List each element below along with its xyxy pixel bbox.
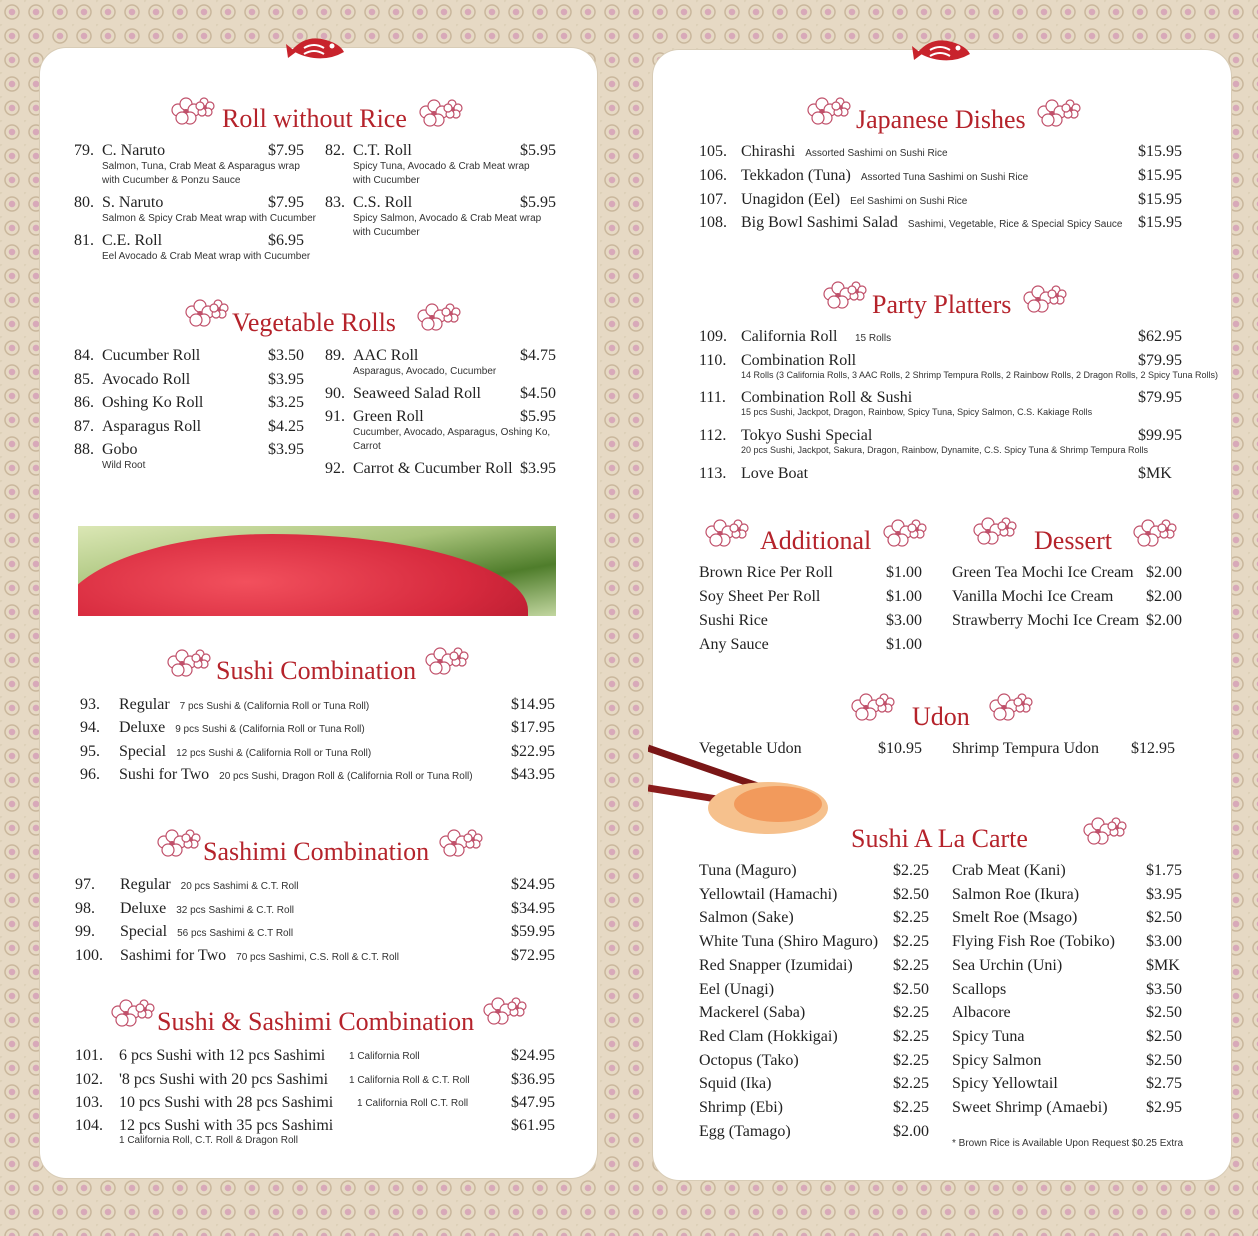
item-name: Green Roll bbox=[353, 408, 424, 425]
item-number: 92. bbox=[325, 460, 345, 477]
item-name: Sushi for Two bbox=[119, 766, 210, 783]
item-price: $2.50 bbox=[893, 980, 929, 998]
item-price: $5.95 bbox=[520, 408, 556, 425]
menu-item bbox=[80, 696, 369, 716]
item-name: Chirashi bbox=[741, 143, 796, 160]
item-number: 107. bbox=[699, 191, 727, 208]
item-price: $72.95 bbox=[511, 947, 555, 964]
item-description: Cucumber, Avocado, Asparagus, Oshing Ko, bbox=[353, 427, 551, 438]
item-number: 79. bbox=[74, 142, 94, 159]
item-name: Spicy Salmon bbox=[952, 1051, 1042, 1069]
item-name: Spicy Yellowtail bbox=[952, 1075, 1058, 1093]
item-description: Salmon, Tuna, Crab Meat & Asparagus wrap bbox=[102, 161, 300, 172]
item-price: $12.95 bbox=[1131, 740, 1175, 757]
item-price: $15.95 bbox=[1138, 143, 1182, 160]
item-price: $15.95 bbox=[1138, 214, 1182, 231]
section-title: Japanese Dishes bbox=[856, 105, 1026, 134]
item-price: $62.95 bbox=[1138, 328, 1182, 345]
section-title: Sushi Combination bbox=[216, 656, 417, 685]
footnote: * Brown Rice is Available Upon Request $0.25 Extra bbox=[952, 1138, 1184, 1149]
menu-item bbox=[75, 947, 399, 967]
flower-icon bbox=[1016, 278, 1072, 316]
item-number: 101. bbox=[75, 1047, 103, 1064]
item-number: 80. bbox=[74, 194, 94, 211]
item-name: Strawberry Mochi Ice Cream bbox=[952, 612, 1140, 629]
item-name: Albacore bbox=[952, 1004, 1011, 1022]
item-price: $59.95 bbox=[511, 923, 555, 940]
item-name: Spicy Tuna bbox=[952, 1027, 1025, 1045]
menu-item bbox=[80, 719, 365, 739]
menu-item bbox=[75, 876, 298, 896]
item-name: Sushi Rice bbox=[699, 612, 768, 629]
item-price: $1.00 bbox=[886, 564, 922, 581]
item-number: 88. bbox=[74, 441, 94, 458]
item-price: $79.95 bbox=[1138, 389, 1182, 406]
item-price: $2.25 bbox=[893, 1051, 929, 1069]
item-number: 99. bbox=[75, 923, 95, 940]
item-number: 94. bbox=[80, 719, 100, 736]
menu-item bbox=[75, 923, 293, 943]
item-name: Avocado Roll bbox=[102, 371, 191, 388]
item-name: 12 pcs Sushi with 35 pcs Sashimi bbox=[119, 1117, 334, 1134]
item-name: Crab Meat (Kani) bbox=[952, 862, 1066, 879]
item-number: 106. bbox=[699, 167, 727, 184]
item-name: Combination Roll bbox=[741, 352, 857, 369]
item-name: Yellowtail (Hamachi) bbox=[699, 885, 838, 903]
fish-icon bbox=[912, 32, 976, 66]
item-price: $3.50 bbox=[268, 347, 304, 364]
item-price: $2.50 bbox=[1146, 1004, 1182, 1022]
flower-icon bbox=[698, 512, 754, 550]
item-name: '8 pcs Sushi with 20 pcs Sashimi bbox=[119, 1071, 329, 1088]
flower-icon bbox=[816, 274, 872, 312]
section-title: Sashimi Combination bbox=[203, 837, 430, 866]
item-description: Spicy Tuna, Avocado & Crab Meat wrap bbox=[353, 161, 530, 172]
item-price: $2.25 bbox=[893, 933, 929, 951]
item-name: White Tuna (Shiro Maguro) bbox=[699, 933, 879, 951]
item-name: Vanilla Mochi Ice Cream bbox=[952, 588, 1114, 605]
item-name: Deluxe bbox=[119, 719, 166, 736]
menu-item bbox=[80, 766, 473, 786]
item-name: 6 pcs Sushi with 12 pcs Sashimi bbox=[119, 1047, 326, 1064]
item-description: 70 pcs Sashimi, C.S. Roll & C.T. Roll bbox=[236, 952, 399, 963]
item-price: $1.00 bbox=[886, 588, 922, 605]
item-number: 91. bbox=[325, 408, 345, 425]
item-price: $15.95 bbox=[1138, 191, 1182, 208]
item-name: Tokyo Sushi Special bbox=[741, 427, 873, 444]
item-name: Smelt Roe (Msago) bbox=[952, 909, 1078, 927]
item-description: Carrot bbox=[353, 441, 381, 452]
item-description: 1 California Roll, C.T. Roll & Dragon Roll bbox=[119, 1135, 298, 1146]
tuna-sushi-photo bbox=[78, 526, 556, 616]
item-name: C. Naruto bbox=[102, 142, 166, 159]
item-price: $24.95 bbox=[511, 1047, 555, 1064]
item-name: Oshing Ko Roll bbox=[102, 394, 204, 411]
flower-icon bbox=[178, 292, 234, 330]
item-name: C.S. Roll bbox=[353, 194, 413, 211]
item-description: 15 Rolls bbox=[855, 333, 892, 344]
section-title: Dessert bbox=[1034, 526, 1112, 555]
item-name: S. Naruto bbox=[102, 194, 164, 211]
item-name: Gobo bbox=[102, 441, 138, 458]
item-price: $3.95 bbox=[520, 460, 556, 477]
item-price: $7.95 bbox=[268, 194, 304, 211]
flower-icon bbox=[1076, 810, 1132, 848]
item-description: 9 pcs Sushi & (California Roll or Tuna Roll) bbox=[175, 724, 365, 735]
menu-item bbox=[699, 191, 967, 211]
item-name: Sweet Shrimp (Amaebi) bbox=[952, 1099, 1108, 1116]
item-name: Shrimp (Ebi) bbox=[699, 1099, 783, 1116]
item-name: Soy Sheet Per Roll bbox=[699, 588, 821, 605]
item-name: Special bbox=[119, 743, 167, 760]
item-name: Tuna (Maguro) bbox=[699, 862, 797, 879]
item-price: $43.95 bbox=[511, 766, 555, 783]
flower-icon bbox=[1126, 512, 1182, 550]
item-name: AAC Roll bbox=[353, 347, 419, 364]
item-name: Unagidon (Eel) bbox=[741, 191, 841, 208]
menu-item bbox=[699, 214, 1122, 234]
item-price: $2.25 bbox=[893, 1027, 929, 1045]
item-price: $34.95 bbox=[511, 900, 555, 917]
item-price: $MK bbox=[1138, 465, 1172, 482]
item-price: $4.50 bbox=[520, 385, 556, 402]
flower-icon bbox=[412, 92, 468, 130]
chopsticks-sushi-photo bbox=[648, 740, 878, 860]
item-name: Salmon (Sake) bbox=[699, 909, 794, 927]
item-price: $2.25 bbox=[893, 862, 929, 879]
item-price: $5.95 bbox=[520, 142, 556, 159]
item-price: $2.50 bbox=[1146, 1051, 1182, 1069]
item-price: $2.75 bbox=[1146, 1075, 1182, 1093]
item-price: $1.75 bbox=[1146, 862, 1182, 879]
item-description: 56 pcs Sashimi & C.T Roll bbox=[177, 928, 294, 939]
item-name: C.T. Roll bbox=[353, 142, 412, 159]
item-name: 10 pcs Sushi with 28 pcs Sashimi bbox=[119, 1094, 334, 1111]
item-price: $2.00 bbox=[1146, 612, 1182, 629]
item-price: $3.00 bbox=[1146, 933, 1182, 951]
item-name: Red Snapper (Izumidai) bbox=[699, 956, 853, 974]
item-price: $2.50 bbox=[1146, 1027, 1182, 1045]
item-description: 15 pcs Sushi, Jackpot, Dragon, Rainbow, Spicy Tuna, Spicy Salmon, C.S. Kakiage Rolls bbox=[741, 407, 1093, 417]
item-price: $2.25 bbox=[893, 1004, 929, 1022]
item-name: Regular bbox=[119, 696, 170, 713]
item-price: $MK bbox=[1146, 956, 1180, 974]
item-name: Sashimi for Two bbox=[120, 947, 227, 964]
item-name: Eel (Unagi) bbox=[699, 980, 775, 998]
menu-item bbox=[80, 743, 371, 763]
item-number: 82. bbox=[325, 142, 345, 159]
flower-icon bbox=[150, 822, 206, 860]
section-title: Party Platters bbox=[872, 290, 1012, 319]
item-name: Cucumber Roll bbox=[102, 347, 201, 364]
fish-icon bbox=[286, 30, 350, 64]
item-number: 95. bbox=[80, 743, 100, 760]
item-price: $6.95 bbox=[268, 232, 304, 249]
item-description: Eel Avocado & Crab Meat wrap with Cucumber bbox=[102, 251, 311, 262]
item-description: 1 California Roll bbox=[349, 1051, 420, 1062]
item-price: $17.95 bbox=[511, 719, 555, 736]
item-name: Brown Rice Per Roll bbox=[699, 564, 833, 581]
item-name: Sea Urchin (Uni) bbox=[952, 956, 1063, 974]
item-description: 1 California Roll C.T. Roll bbox=[357, 1098, 469, 1109]
item-price: $3.25 bbox=[268, 394, 304, 411]
flower-icon bbox=[418, 640, 474, 678]
item-price: $2.95 bbox=[1146, 1099, 1182, 1116]
item-description: Assorted Tuna Sashimi on Sushi Rice bbox=[860, 172, 1029, 183]
item-number: 98. bbox=[75, 900, 95, 917]
item-price: $14.95 bbox=[511, 696, 555, 713]
item-price: $2.00 bbox=[1146, 588, 1182, 605]
item-price: $2.25 bbox=[893, 1075, 929, 1093]
item-description: Asparagus, Avocado, Cucumber bbox=[353, 366, 497, 377]
item-price: $10.95 bbox=[878, 740, 922, 757]
item-price: $61.95 bbox=[511, 1117, 555, 1134]
flower-icon bbox=[982, 686, 1038, 724]
item-name: Green Tea Mochi Ice Cream bbox=[952, 564, 1134, 581]
item-name: Squid (Ika) bbox=[699, 1075, 772, 1093]
item-name: Scallops bbox=[952, 980, 1007, 998]
item-number: 85. bbox=[74, 371, 94, 388]
item-number: 87. bbox=[74, 418, 94, 435]
item-price: $5.95 bbox=[520, 194, 556, 211]
item-name: Octopus (Tako) bbox=[699, 1051, 799, 1069]
item-name: Shrimp Tempura Udon bbox=[952, 740, 1100, 757]
item-number: 105. bbox=[699, 143, 727, 160]
item-price: $2.25 bbox=[893, 956, 929, 974]
item-name: Egg (Tamago) bbox=[699, 1122, 791, 1140]
item-name: Any Sauce bbox=[699, 636, 769, 653]
item-name: California Roll bbox=[741, 328, 838, 345]
item-number: 103. bbox=[75, 1094, 103, 1111]
item-price: $36.95 bbox=[511, 1071, 555, 1088]
item-number: 86. bbox=[74, 394, 94, 411]
menu-item bbox=[699, 143, 948, 163]
item-number: 113. bbox=[699, 465, 727, 482]
item-description: 32 pcs Sashimi & C.T. Roll bbox=[176, 905, 295, 916]
item-description: 20 pcs Sashimi & C.T. Roll bbox=[180, 881, 299, 892]
item-description: Spicy Salmon, Avocado & Crab Meat wrap bbox=[353, 213, 542, 224]
flower-icon bbox=[966, 510, 1022, 548]
flower-icon bbox=[876, 512, 932, 550]
item-number: 111. bbox=[699, 389, 726, 406]
item-name: Flying Fish Roe (Tobiko) bbox=[952, 933, 1115, 951]
item-description: Sashimi, Vegetable, Rice & Special Spicy Sauce bbox=[907, 219, 1123, 230]
item-price: $99.95 bbox=[1138, 427, 1182, 444]
section-title: Udon bbox=[912, 702, 970, 731]
item-name: Love Boat bbox=[741, 465, 809, 482]
flower-icon bbox=[410, 296, 466, 334]
item-price: $3.95 bbox=[268, 441, 304, 458]
item-description: 14 Rolls (3 California Rolls, 3 AAC Rolls, 2 Shrimp Tempura Rolls, 2 Rainbow Rolls, 2 Dragon Rolls, 2 Spicy Tuna Rolls) bbox=[741, 370, 1219, 380]
section-title: Roll without Rice bbox=[222, 104, 407, 133]
item-number: 108. bbox=[699, 214, 727, 231]
item-name: Big Bowl Sashimi Salad bbox=[741, 214, 898, 231]
item-price: $2.50 bbox=[893, 885, 929, 903]
item-number: 83. bbox=[325, 194, 345, 211]
item-name: Combination Roll & Sushi bbox=[741, 389, 913, 406]
item-name: Red Clam (Hokkigai) bbox=[699, 1027, 838, 1045]
flower-icon bbox=[432, 822, 488, 860]
flower-icon bbox=[164, 90, 220, 128]
item-number: 110. bbox=[699, 352, 727, 369]
item-price: $3.95 bbox=[1146, 885, 1182, 903]
item-price: $15.95 bbox=[1138, 167, 1182, 184]
item-number: 100. bbox=[75, 947, 103, 964]
item-description: with Cucumber bbox=[353, 175, 420, 186]
flower-icon bbox=[160, 642, 216, 680]
item-name: Seaweed Salad Roll bbox=[353, 385, 481, 402]
section-title: Sushi A La Carte bbox=[851, 824, 1028, 853]
item-price: $7.95 bbox=[268, 142, 304, 159]
item-number: 81. bbox=[74, 232, 94, 249]
item-description: Wild Root bbox=[102, 460, 146, 471]
item-name: Vegetable Udon bbox=[699, 740, 802, 757]
item-price: $3.95 bbox=[268, 371, 304, 388]
item-number: 104. bbox=[75, 1117, 103, 1134]
item-description: Eel Sashimi on Sushi Rice bbox=[850, 196, 968, 207]
item-price: $2.50 bbox=[1146, 909, 1182, 927]
item-name: Asparagus Roll bbox=[102, 418, 202, 435]
item-name: Mackerel (Saba) bbox=[699, 1004, 806, 1022]
item-description: 12 pcs Sushi & (California Roll or Tuna Roll) bbox=[176, 748, 372, 759]
item-description: 1 California Roll & C.T. Roll bbox=[349, 1075, 470, 1086]
item-number: 90. bbox=[325, 385, 345, 402]
item-description: Assorted Sashimi on Sushi Rice bbox=[805, 148, 948, 159]
item-number: 102. bbox=[75, 1071, 103, 1088]
section-title: Additional bbox=[760, 526, 872, 555]
item-number: 84. bbox=[74, 347, 94, 364]
section-title: Sushi & Sashimi Combination bbox=[157, 1007, 475, 1036]
item-description: with Cucumber & Ponzu Sauce bbox=[102, 175, 241, 186]
item-description: 7 pcs Sushi & (California Roll or Tuna Roll) bbox=[179, 701, 370, 712]
item-name: Deluxe bbox=[120, 900, 167, 917]
item-price: $3.00 bbox=[886, 612, 922, 629]
item-number: 109. bbox=[699, 328, 727, 345]
menu-item bbox=[75, 900, 294, 920]
item-number: 96. bbox=[80, 766, 100, 783]
item-price: $2.25 bbox=[893, 909, 929, 927]
item-price: $4.25 bbox=[268, 418, 304, 435]
item-price: $22.95 bbox=[511, 743, 555, 760]
menu-item bbox=[699, 167, 1028, 187]
item-price: $2.00 bbox=[1146, 564, 1182, 581]
item-name: Carrot & Cucumber Roll bbox=[353, 460, 513, 477]
item-price: $47.95 bbox=[511, 1094, 555, 1111]
item-number: 112. bbox=[699, 427, 727, 444]
item-name: C.E. Roll bbox=[102, 232, 163, 249]
item-name: Special bbox=[120, 923, 168, 940]
item-price: $4.75 bbox=[520, 347, 556, 364]
item-name: Tekkadon (Tuna) bbox=[741, 167, 851, 184]
item-price: $2.25 bbox=[893, 1099, 929, 1116]
item-number: 89. bbox=[325, 347, 345, 364]
flower-icon bbox=[844, 686, 900, 724]
item-price: $2.00 bbox=[893, 1122, 929, 1140]
flower-icon bbox=[104, 992, 160, 1030]
item-name: Regular bbox=[120, 876, 171, 893]
section-title: Vegetable Rolls bbox=[232, 308, 396, 337]
item-price: $79.95 bbox=[1138, 352, 1182, 369]
item-price: $1.00 bbox=[886, 636, 922, 653]
item-description: 20 pcs Sushi, Dragon Roll & (California Roll or Tuna Roll) bbox=[219, 771, 473, 782]
item-price: $3.50 bbox=[1146, 980, 1182, 998]
item-name: Salmon Roe (Ikura) bbox=[952, 885, 1080, 903]
item-number: 97. bbox=[75, 876, 95, 893]
flower-icon bbox=[476, 990, 532, 1028]
item-description: Salmon & Spicy Crab Meat wrap with Cucumber bbox=[102, 213, 316, 224]
item-price: $24.95 bbox=[511, 876, 555, 893]
item-description: 20 pcs Sushi, Jackpot, Sakura, Dragon, Rainbow, Dynamite, C.S. Spicy Tuna & Shrimp Tempura Rolls bbox=[741, 445, 1149, 455]
flower-icon bbox=[1030, 92, 1086, 130]
item-description: with Cucumber bbox=[353, 227, 420, 238]
item-number: 93. bbox=[80, 696, 100, 713]
flower-icon bbox=[800, 90, 856, 128]
